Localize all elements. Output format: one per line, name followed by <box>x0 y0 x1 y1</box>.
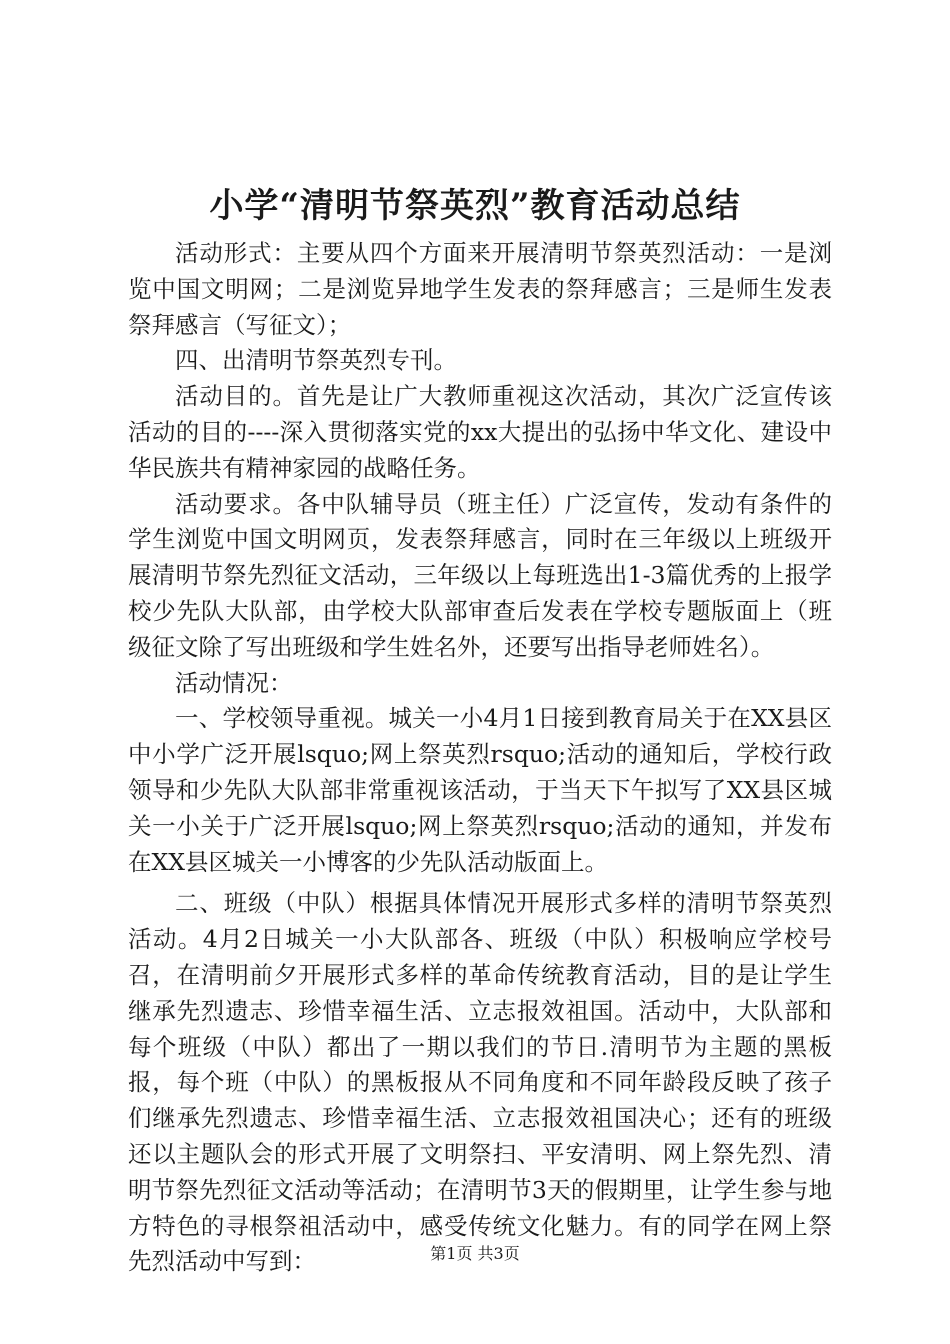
paragraph-activity-status-heading: 活动情况： <box>175 668 293 697</box>
paragraph-activity-requirements: 活动要求。各中队辅导员（班主任）广泛宣传，发动有条件的学生浏览中国文明网页，发表祭拜感言，同时在三年级以上班级开展清明节祭先烈征文活动，三年级以上每班选出1-3篇优秀的上报学校少先队大队部，由学校大队部审查后发表在学校专题版面上（班级征文除了写出班级和学生姓名外，还要写出指导老师姓名）。 <box>128 489 832 661</box>
paragraph-activity-purpose: 活动目的。首先是让广大教师重视这次活动，其次广泛宣传该活动的目的----深入贯彻落实党的xx大提出的弘扬中华文化、建设中华民族共有精神家园的战略任务。 <box>128 382 832 482</box>
document-body <box>128 236 832 1280</box>
paragraph-special-issue: 四、出清明节祭英烈专刊。 <box>175 346 457 375</box>
paragraph-leadership: 一、学校领导重视。城关一小4月1日接到教育局关于在XX县区中小学广泛开展lsquo;网上祭英烈rsquo;活动的通知后，学校行政领导和少先队大队部非常重视该活动，于当天下午拟写了XX县区城关一小关于广泛开展lsquo;网上祭英烈rsquo;活动的通知，并发布在XX县区城关一小博客的少先队活动版面上。 <box>128 704 832 876</box>
paragraph-activity-form: 活动形式：主要从四个方面来开展清明节祭英烈活动：一是浏览中国文明网；二是浏览异地学生发表的祭拜感言；三是师生发表祭拜感言（写征文）； <box>128 239 832 339</box>
page-number-footer: 第1页 共3页 <box>430 1244 520 1263</box>
paragraph-class-activities: 二、班级（中队）根据具体情况开展形式多样的清明节祭英烈活动。4月2日城关一小大队部各、班级（中队）积极响应学校号召，在清明前夕开展形式多样的革命传统教育活动，目的是让学生继承先烈遗志、珍惜幸福生活、立志报效祖国。活动中，大队部和每个班级（中队）都出了一期以我们的节日.清明节为主题的黑板报，每个班（中队）的黑板报从不同角度和不同年龄段反映了孩子们继承先烈遗志、珍惜幸福生活、立志报效祖国决心；还有的班级还以主题队会的形式开展了文明祭扫、平安清明、网上祭先烈、清明节祭先烈征文活动等活动；在清明节3天的假期里，让学生参与地方特色的寻根祭祖活动中，感受传统文化魅力。有的同学在网上祭先烈活动中写到： <box>128 889 832 1276</box>
document-title: 小学“清明节祭英烈”教育活动总结 <box>209 186 741 226</box>
